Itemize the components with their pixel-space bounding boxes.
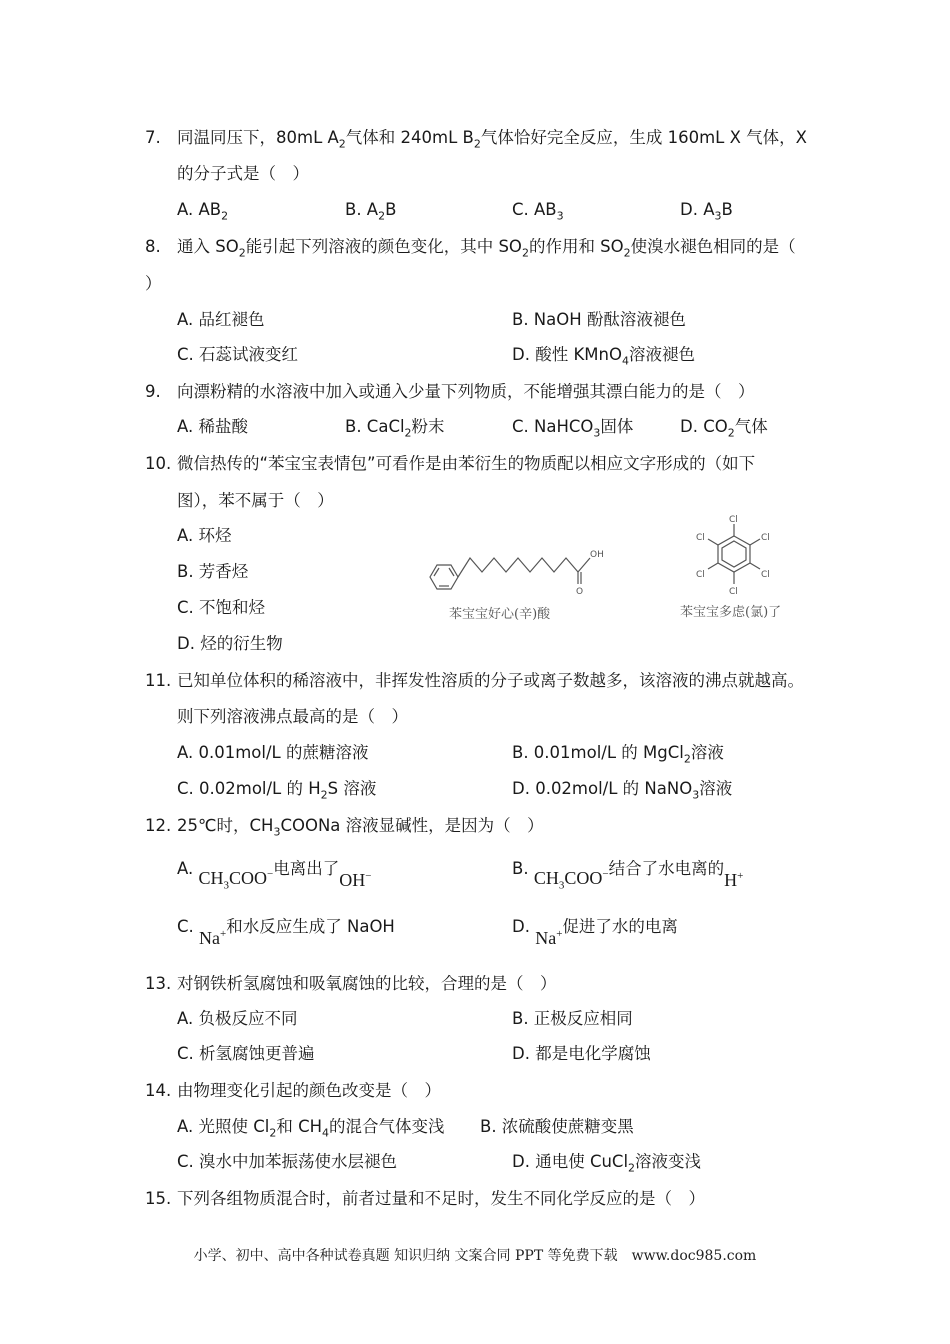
question-text: 通入 $SO_2$能引起下列溶液的颜色变化，其中 $SO_2$的作用和 $SO_2$使溴水褪色相同的是（ xyxy=(177,237,796,260)
option-d: D. $CO_2$气体 xyxy=(680,417,768,440)
question-text: 图），苯不属于（ ） xyxy=(177,491,334,510)
option-c: C. $AB_3$ xyxy=(512,200,564,223)
option-d: D. 通电使 CuCl$_2$溶液变浅 xyxy=(512,1152,702,1175)
option-d: D. 酸性 KMnO$_4$溶液褪色 xyxy=(512,345,695,368)
cl-label: Cl xyxy=(729,587,738,597)
question-number: 13. xyxy=(145,974,172,993)
cl-label: Cl xyxy=(761,533,770,543)
oh-label: OH xyxy=(590,550,604,560)
question-text: 25℃时，$CH_3COONa$ 溶液显碱性，是因为（ ） xyxy=(177,816,544,839)
o-label: O xyxy=(576,587,584,597)
question-text: ） xyxy=(145,274,162,293)
figure-caption: 苯宝宝好心(辛)酸 xyxy=(449,607,551,622)
option-a: A. $CH_3COO^-$电离出了OH− xyxy=(177,859,372,892)
question-number: 10. xyxy=(145,454,172,473)
option-b: B. $A_2B$ xyxy=(345,200,397,223)
question-number: 8. xyxy=(145,237,161,256)
question-text: 同温同压下，80mL $A_2$气体和 240mL $B_2$气体恰好完全反应，生成 160mL X 气体，X xyxy=(177,128,807,151)
cl-label: Cl xyxy=(729,515,738,525)
figure-caption: 苯宝宝多虑(氯)了 xyxy=(680,605,782,620)
option-d: D. Na+促进了水的电离 xyxy=(512,917,678,948)
hexachlorobenzene-structure xyxy=(688,512,780,602)
option-b: B. 0.01mol/L 的 MgCl$_2$溶液 xyxy=(512,743,724,766)
option-c: C. 石蕊试液变红 xyxy=(177,345,299,364)
question-text: 则下列溶液沸点最高的是（ ） xyxy=(177,707,408,726)
question-text: 微信热传的“苯宝宝表情包”可看作是由苯衍生的物质配以相应文字形成的（如下 xyxy=(177,454,756,473)
option-c: C. NaHCO$_3$固体 xyxy=(512,417,634,440)
option-d: D. $A_3B$ xyxy=(680,200,733,223)
option-c: C. 0.02mol/L 的 $H_2S$ 溶液 xyxy=(177,779,377,802)
question-number: 11. xyxy=(145,671,172,690)
question-text: 由物理变化引起的颜色改变是（ ） xyxy=(177,1081,441,1100)
option-a: A. 0.01mol/L 的蔗糖溶液 xyxy=(177,743,369,762)
option-c: C. 溴水中加苯振荡使水层褪色 xyxy=(177,1152,398,1171)
question-text: 向漂粉精的水溶液中加入或通入少量下列物质，不能增强其漂白能力的是（ ） xyxy=(177,382,755,401)
option-b: B. CaCl$_2$粉末 xyxy=(345,417,445,440)
question-number: 15. xyxy=(145,1189,172,1208)
question-number: 14. xyxy=(145,1081,172,1100)
option-b: B. 浓硫酸使蔗糖变黑 xyxy=(480,1117,634,1136)
option-a: A. $AB_2$ xyxy=(177,200,229,223)
option-a: A. 稀盐酸 xyxy=(177,417,248,436)
cl-label: Cl xyxy=(696,533,705,543)
option-d: D. 0.02mol/L 的 NaNO$_3$溶液 xyxy=(512,779,733,802)
question-text: 的分子式是（ ） xyxy=(177,164,309,183)
option-a: A. 光照使 $Cl_2$和 $CH_4$的混合气体变浅 xyxy=(177,1117,445,1140)
option-c: C. 析氢腐蚀更普遍 xyxy=(177,1044,315,1063)
question-text: 已知单位体积的稀溶液中，非挥发性溶质的分子或离子数越多，该溶液的沸点就越高。 xyxy=(177,671,804,690)
question-text: 对钢铁析氢腐蚀和吸氧腐蚀的比较，合理的是（ ） xyxy=(177,974,557,993)
option-d: D. 都是电化学腐蚀 xyxy=(512,1044,651,1063)
option-b: B. $CH_3COO^-$结合了水电离的H+ xyxy=(512,859,744,892)
phenyl-octanoic-acid-structure xyxy=(420,540,620,600)
option-c: C. 不饱和烃 xyxy=(177,598,266,617)
cl-label: Cl xyxy=(696,570,705,580)
option-a: A. 环烃 xyxy=(177,526,232,545)
option-b: B. NaOH 酚酞溶液褪色 xyxy=(512,310,686,329)
option-c: C. Na+和水反应生成了 NaOH xyxy=(177,917,395,948)
question-number: 9. xyxy=(145,382,161,401)
option-a: A. 负极反应不同 xyxy=(177,1009,298,1028)
option-b: B. 正极反应相同 xyxy=(512,1009,633,1028)
question-text: 下列各组物质混合时，前者过量和不足时，发生不同化学反应的是（ ） xyxy=(177,1189,705,1208)
page-footer: 小学、初中、高中各种试卷真题 知识归纳 文案合同 PPT 等免费下载 www.doc985.com xyxy=(193,1248,757,1264)
option-a: A. 品红褪色 xyxy=(177,310,265,329)
cl-label: Cl xyxy=(761,570,770,580)
question-number: 7. xyxy=(145,128,161,147)
option-d: D. 烃的衍生物 xyxy=(177,634,283,653)
option-b: B. 芳香烃 xyxy=(177,562,249,581)
question-number: 12. xyxy=(145,816,172,835)
